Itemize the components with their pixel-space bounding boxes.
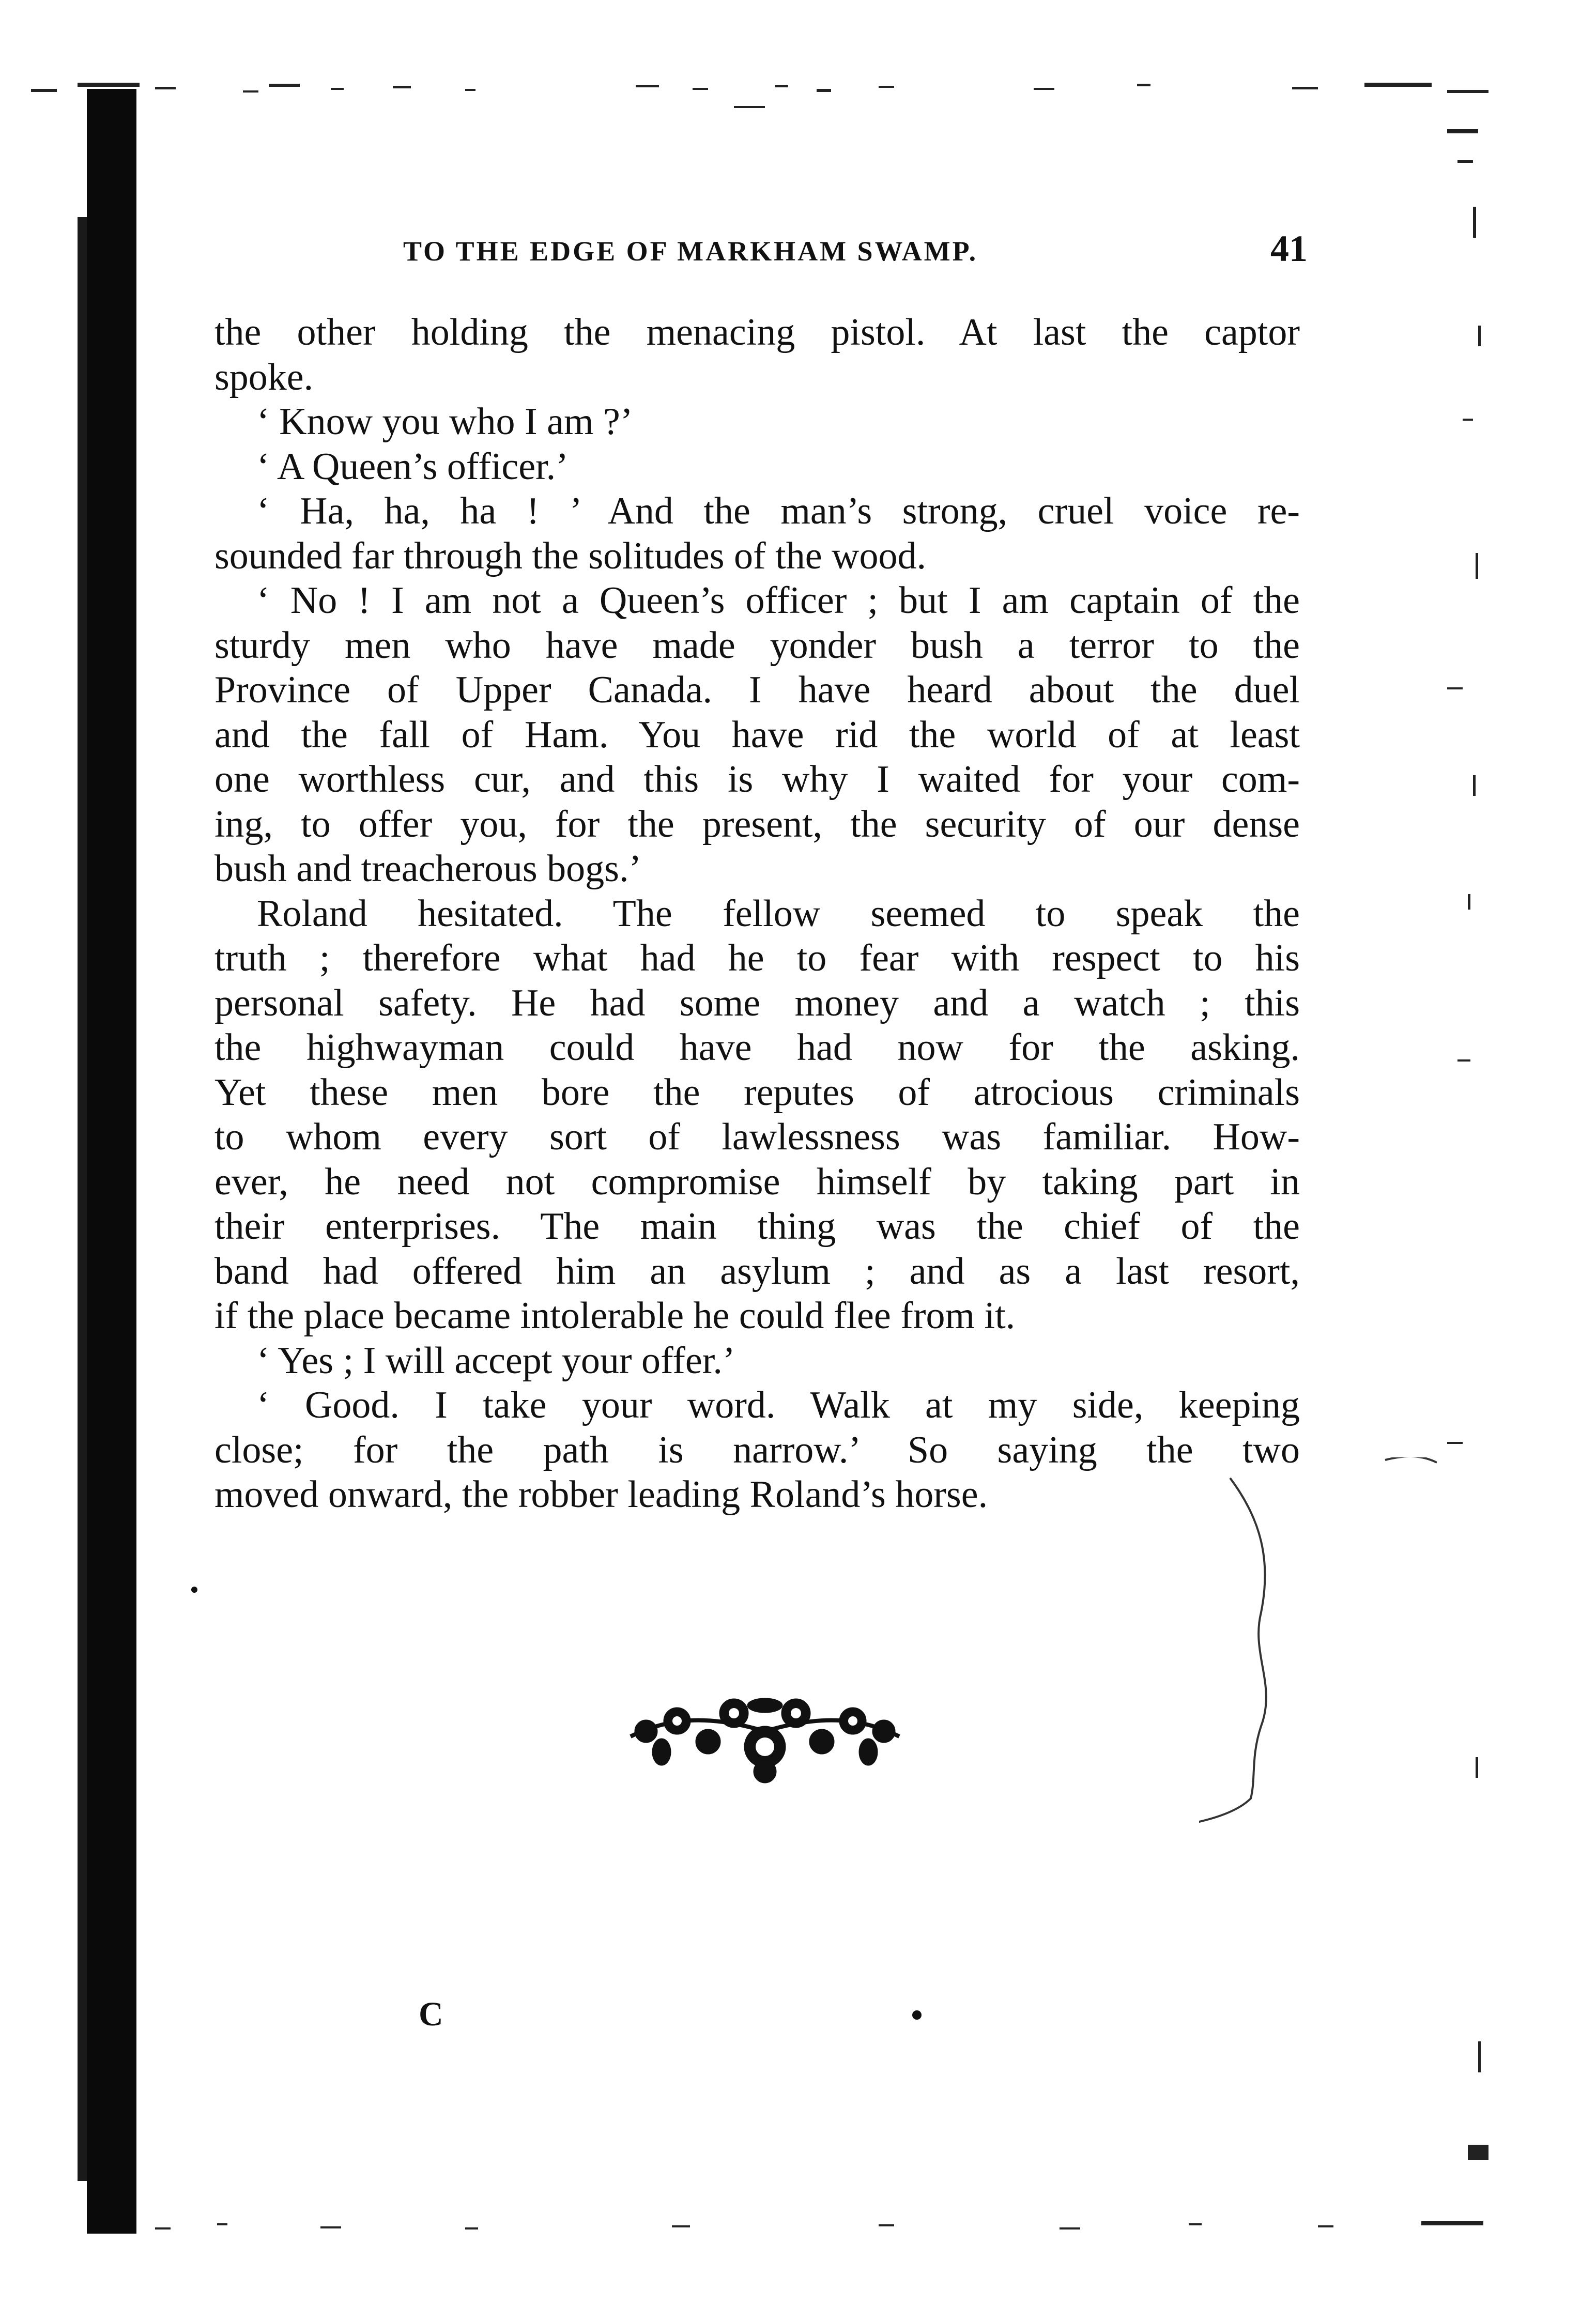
text-line: if the place became intolerable he could flee from it. — [214, 1295, 1016, 1337]
text-line: ‘ A Queen’s officer.’ — [257, 445, 569, 488]
text-line: sounded far through the solitudes of the wood. — [214, 534, 926, 577]
text-line: ever, he need not compromise himself by taking part in — [214, 1160, 1300, 1203]
text-line: Yet these men bore the reputes of atrocious criminals — [214, 1071, 1300, 1114]
text-line: and the fall of Ham. You have rid the world of at least — [214, 713, 1300, 756]
text-line: Roland hesitated. The fellow seemed to speak the — [257, 892, 1300, 935]
text-line: sturdy men who have made yonder bush a terror to the — [214, 624, 1300, 667]
text-line: ‘ No ! I am not a Queen’s officer ; but I am captain of the — [257, 579, 1300, 622]
body-text — [214, 310, 1300, 1550]
binding-shadow — [78, 217, 87, 2181]
text-line: to whom every sort of lawlessness was familiar. How- — [214, 1116, 1300, 1158]
binding-edge — [87, 89, 136, 2234]
text-line: close; for the path is narrow.’ So saying the two — [214, 1428, 1300, 1471]
margin-pencil-stroke — [1199, 1457, 1437, 1850]
text-line: truth ; therefore what had he to fear with respect to his — [214, 937, 1300, 979]
signature-mark: C — [419, 1995, 443, 2033]
text-line: bush and treacherous bogs.’ — [214, 848, 642, 890]
text-line: their enterprises. The main thing was the chief of the — [214, 1205, 1300, 1248]
right-margin-specks — [1437, 129, 1499, 2222]
page-number: 41 — [1270, 228, 1308, 269]
bottom-edge-specks — [0, 2212, 1596, 2243]
text-line: personal safety. He had some money and a watch ; this — [214, 981, 1300, 1024]
stray-ink-dot — [912, 2010, 922, 2020]
text-line: ‘ Yes ; I will accept your offer.’ — [257, 1339, 735, 1382]
text-line: spoke. — [214, 356, 314, 398]
text-line: band had offered him an asylum ; and as a last resort, — [214, 1250, 1300, 1293]
text-line: the highwayman could have had now for the asking. — [214, 1026, 1300, 1069]
text-line: moved onward, the robber leading Roland’s horse. — [214, 1473, 988, 1516]
running-head: TO THE EDGE OF MARKHAM SWAMP. — [403, 236, 978, 267]
text-line: ‘ Know you who I am ?’ — [257, 401, 633, 443]
floral-vignette-icon — [610, 1685, 920, 1788]
text-line: ing, to offer you, for the present, the security of our dense — [214, 803, 1300, 845]
text-line: Province of Upper Canada. I have heard about the duel — [214, 669, 1300, 711]
text-line: the other holding the menacing pistol. At last the captor — [214, 311, 1300, 353]
top-edge-specks — [0, 78, 1596, 109]
text-line: one worthless cur, and this is why I waited for your com- — [214, 758, 1300, 801]
stray-ink-dot — [191, 1587, 197, 1593]
text-line: ‘ Ha, ha, ha ! ’ And the man’s strong, cruel voice re- — [257, 490, 1300, 532]
text-line: ‘ Good. I take your word. Walk at my side, keeping — [257, 1384, 1300, 1426]
